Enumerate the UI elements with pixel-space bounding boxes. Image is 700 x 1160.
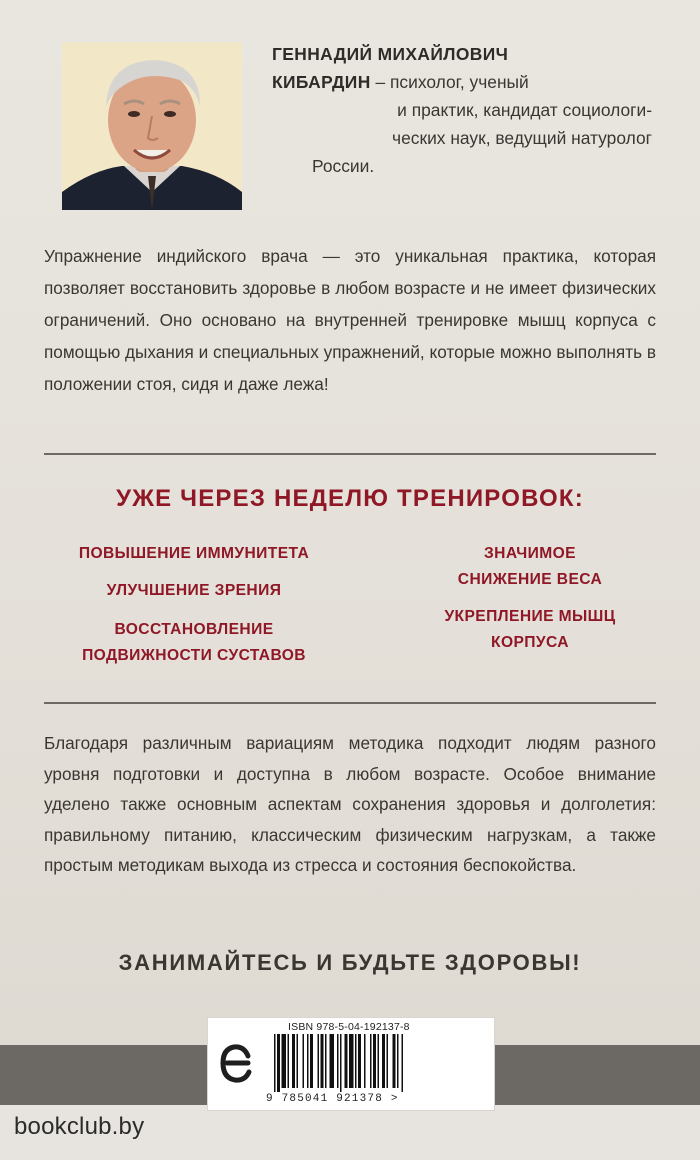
barcode-bar: [340, 1034, 342, 1092]
divider: [44, 453, 656, 455]
benefit-weight-line: СНИЖЕНИЕ ВЕСА: [457, 571, 603, 588]
benefit-muscles: [380, 604, 680, 656]
benefit-joints-line: ВОССТАНОВЛЕНИЕ: [114, 621, 274, 638]
author-bio: [272, 40, 652, 180]
barcode-bar: [378, 1034, 380, 1088]
author-desc-line: России.: [312, 156, 375, 176]
barcode-bar: [282, 1034, 287, 1088]
barcode-bar: [393, 1034, 396, 1088]
barcode-bar: [402, 1034, 404, 1092]
eksmo-e-logo-icon: [218, 1042, 254, 1086]
barcode-bar: [292, 1034, 295, 1088]
barcode-bar: [358, 1034, 361, 1088]
barcode-bar: [321, 1034, 324, 1088]
barcode-bar: [330, 1034, 335, 1088]
benefit-weight-line: ЗНАЧИМОЕ: [484, 545, 576, 562]
isbn-text: ISBN 978-5-04-192137-8: [288, 1021, 410, 1033]
barcode-bar: [307, 1034, 309, 1088]
barcode-bars: [272, 1034, 472, 1092]
barcode-bar: [370, 1034, 372, 1088]
barcode-bar: [387, 1034, 389, 1088]
body-paragraph: Благодаря различным вариациям методика подходит людям разного уровня подготовки и доступна в любом возрасте. Особое внимание уделено также основным аспектам сохранения здоровья и долголетия: правильному питанию, классическим физическим нагрузкам, а также простым методикам выхода из стресса и состояния беспокойства.: [44, 733, 656, 875]
barcode-bar: [303, 1034, 305, 1088]
barcode-bar: [337, 1034, 339, 1088]
barcode-bar: [397, 1034, 399, 1088]
benefit-muscles-line: УКРЕПЛЕНИЕ МЫШЦ: [444, 608, 616, 625]
barcode-bar: [345, 1034, 348, 1088]
author-surname: КИБАРДИН: [272, 72, 371, 92]
barcode-bar: [355, 1034, 357, 1088]
barcode-bar: [373, 1034, 376, 1088]
benefits-title: УЖЕ ЧЕРЕЗ НЕДЕЛЮ ТРЕНИРОВОК:: [116, 485, 584, 512]
benefit-immunity: ПОВЫШЕНИЕ ИММУНИТЕТА: [78, 545, 310, 562]
author-name: ГЕННАДИЙ МИХАЙЛОВИЧ: [272, 44, 509, 64]
divider: [44, 702, 656, 704]
author-photo: [62, 42, 242, 210]
barcode-bar: [318, 1034, 320, 1088]
benefit-weight: [380, 541, 680, 593]
benefit-joints: [44, 617, 344, 669]
slogan: ЗАНИМАЙТЕСЬ И БУДЬТЕ ЗДОРОВЫ!: [118, 950, 582, 975]
barcode-bar: [297, 1034, 299, 1088]
author-desc-line: и практик, кандидат социологи-: [397, 100, 652, 120]
benefit-joints-line: ПОДВИЖНОСТИ СУСТАВОВ: [82, 647, 306, 664]
benefit-vision: УЛУЧШЕНИЕ ЗРЕНИЯ: [106, 582, 282, 599]
barcode-bar: [382, 1034, 385, 1088]
barcode-bar: [325, 1034, 327, 1088]
author-desc: – психолог, ученый: [370, 72, 529, 92]
intro-paragraph: Упражнение индийского врача — это уникальная практика, которая позволяет восстановить здоровье в любом возрасте и не имеет физических ограничений. Оно основано на внутренней тренировке мышц корпуса с помощью дыхания и специальных упражнений, которые можно выполнять в положении стоя, сидя и даже лежа!: [44, 246, 656, 394]
barcode-bar: [349, 1034, 354, 1088]
barcode-bar: [277, 1034, 280, 1092]
barcode-bar: [288, 1034, 290, 1088]
benefit-muscles-line: КОРПУСА: [491, 634, 569, 651]
barcode-panel: [208, 1018, 494, 1110]
barcode-bar: [274, 1034, 276, 1092]
barcode-digits: 9 785041 921378 >: [266, 1093, 399, 1105]
author-desc-line: ческих наук, ведущий натуролог: [392, 128, 652, 148]
watermark: bookclub.by: [14, 1113, 145, 1140]
barcode-bar: [364, 1034, 366, 1088]
barcode-bar: [310, 1034, 313, 1088]
